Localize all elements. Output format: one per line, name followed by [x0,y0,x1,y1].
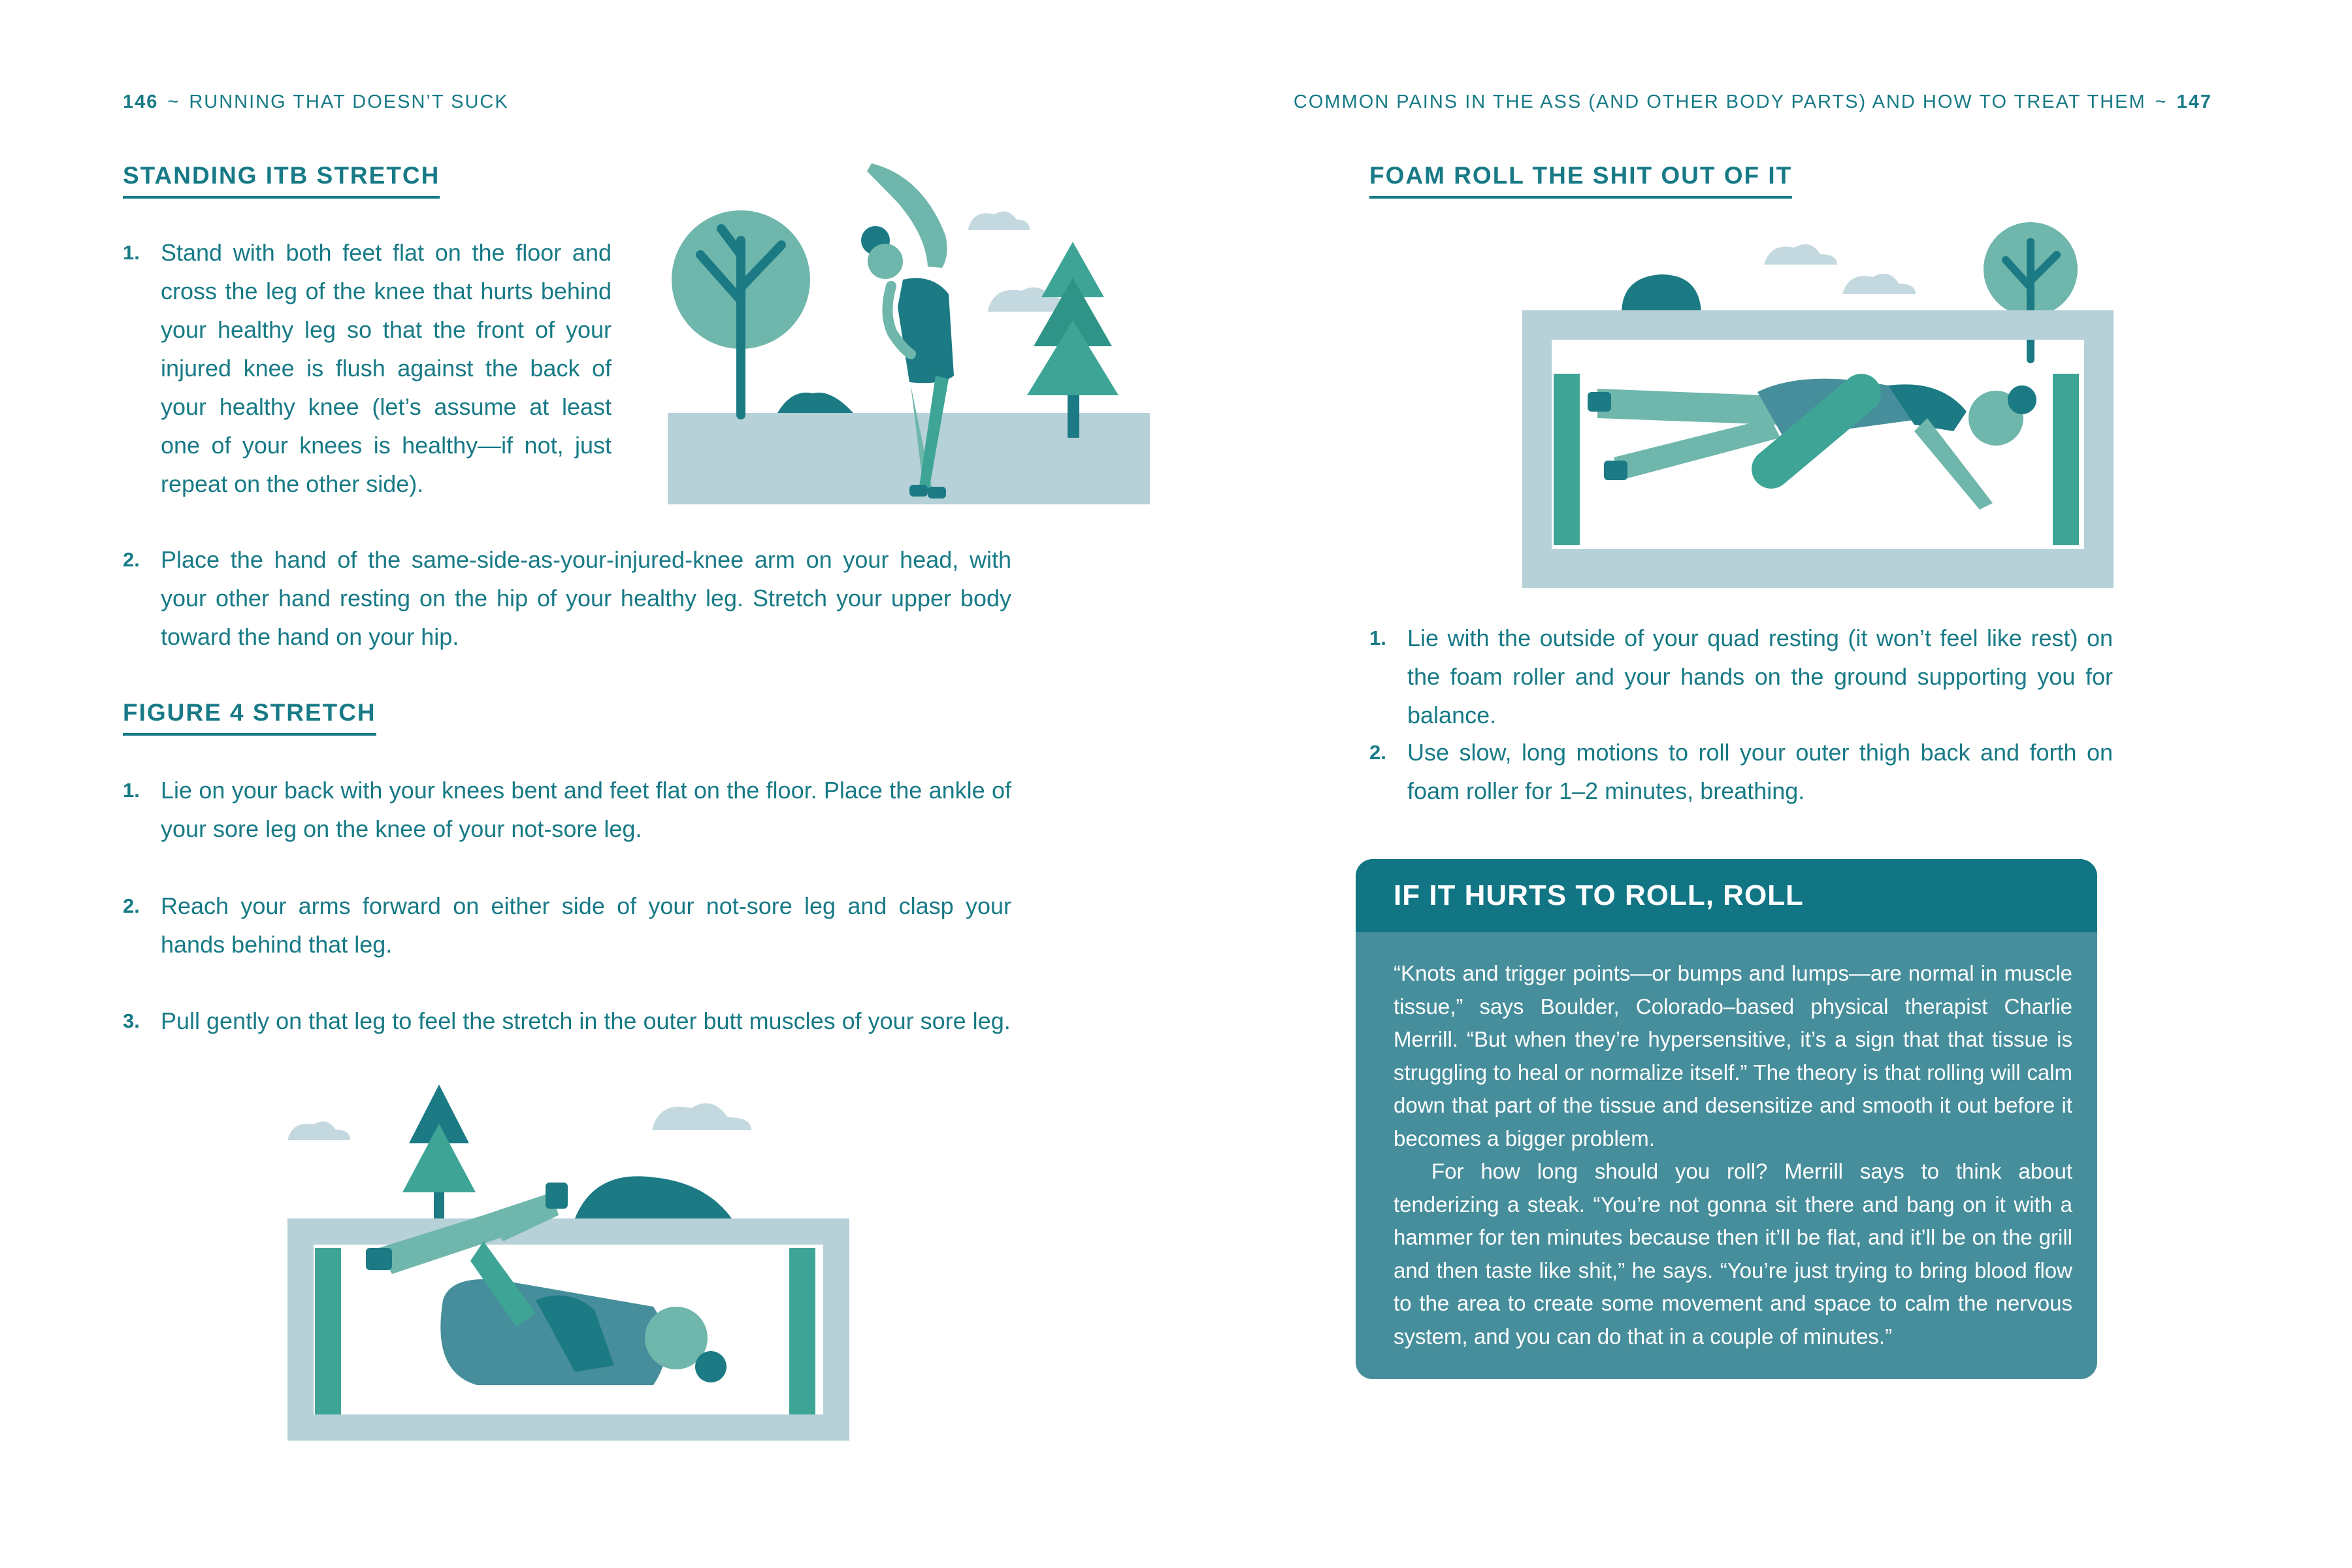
step-text: Stand with both feet flat on the floor and cross the leg of the knee that hurts behind your healthy leg so that the front of your injured knee is flush against the back of your healthy knee (let’s assume at least one of your knees is healthy—if not, just repeat on the other side). [161,239,612,497]
running-head-title: RUNNING THAT DOESN’T SUCK [189,91,509,112]
page-number-right: 147 [2176,91,2212,112]
pine-tree-shape [1027,242,1119,438]
figure4-step-2 [123,887,1011,964]
sidebar-box [1356,859,2097,1379]
step-text: Place the hand of the same-side-as-your-injured-knee arm on your head, with your other hand resting on the hip of your healthy leg. Stretch your upper body toward the hand on your hip. [161,546,1011,650]
frame-post [315,1248,341,1414]
running-head-left [123,91,509,113]
cloud-shape [287,1122,350,1141]
figure4-step-1 [123,771,1011,848]
bush-shape [777,393,853,413]
cloud-shape [1842,274,1916,294]
frame-post [1554,374,1580,545]
step-number: 2. [123,548,140,571]
running-head-right [1294,91,2212,113]
foam-roll-heading: FOAM ROLL THE SHIT OUT OF IT [1369,162,1792,199]
step-number: 1. [123,241,140,264]
step-number: 1. [1369,627,1386,649]
frame-post [789,1248,815,1414]
standing-itb-illustration [668,157,1150,510]
foam-roll-illustration [1522,222,2114,595]
step-number: 1. [123,779,140,802]
sidebar-paragraph-2: For how long should you roll? Merrill says to think about tenderizing a steak. “You’re not gonna sit there and bang on it with a hammer for ten minutes because then it’ll be flat, and it’ll be on the grill and then taste like shit,” he says. “You’re just trying to bring blood flow to the area to create some movement and space to calm the nervous system, and you can do that in a couple of minutes.” [1394,1159,2072,1348]
page-number-left: 146 [123,91,159,112]
frame-post [2053,374,2079,545]
running-head-separator: ~ [2155,91,2168,112]
right-page [1176,0,2352,1568]
cloud-shape [652,1103,751,1130]
itb-stretch-heading: STANDING ITB STRETCH [123,162,440,199]
step-number: 2. [1369,741,1386,764]
figure-4-stretch-heading: FIGURE 4 STRETCH [123,699,376,736]
pine-tree-shape [402,1085,476,1225]
foam-step-1 [1369,619,2113,734]
sidebar-paragraph-1: “Knots and trigger points—or bumps and lumps—are normal in muscle tissue,” says Boulder, Colorado–based physical therapist Charlie Merrill. “But when they’re hypersensitive, it’s a sign that that tissue is struggling to heal or normalize itself.” The theory is that rolling will calm down that part of the tissue and desensitize and smooth it out before it becomes a bigger problem. [1394,961,2072,1151]
step-text: Use slow, long motions to roll your outer thigh back and forth on foam roller for 1–2 minutes, breathing. [1407,739,2113,804]
itb-step-2 [123,540,1011,656]
cloud-shape [1764,244,1837,265]
running-head-title: COMMON PAINS IN THE ASS (AND OTHER BODY PARTS) AND HOW TO TREAT THEM [1293,91,2146,112]
step-text: Lie on your back with your knees bent and feet flat on the floor. Place the ankle of your sore leg on the knee of your not-sore leg. [161,777,1011,842]
bush-shape [1622,274,1701,314]
figure-4-illustration [287,1085,849,1450]
running-head-separator: ~ [167,91,180,112]
step-number: 3. [123,1009,140,1032]
step-text: Pull gently on that leg to feel the stretch in the outer butt muscles of your sore leg. [161,1007,1011,1034]
sidebar-body [1356,932,2097,1379]
itb-step-1 [123,233,612,503]
hill-shape [575,1176,732,1218]
step-text: Lie with the outside of your quad resting (it won’t feel like rest) on the foam roller and your hands on the ground supporting you for balance. [1407,625,2113,728]
step-text: Reach your arms forward on either side of your not-sore leg and clasp your hands behind that leg. [161,892,1011,958]
sidebar-header [1356,859,2097,932]
figure4-step-3 [123,1002,1011,1040]
sidebar-title: IF IT HURTS TO ROLL, ROLL [1394,879,1804,911]
step-number: 2. [123,894,140,917]
foam-step-2 [1369,733,2113,810]
foam-roll-figure [1588,366,2036,510]
cloud-shape [968,212,1030,231]
